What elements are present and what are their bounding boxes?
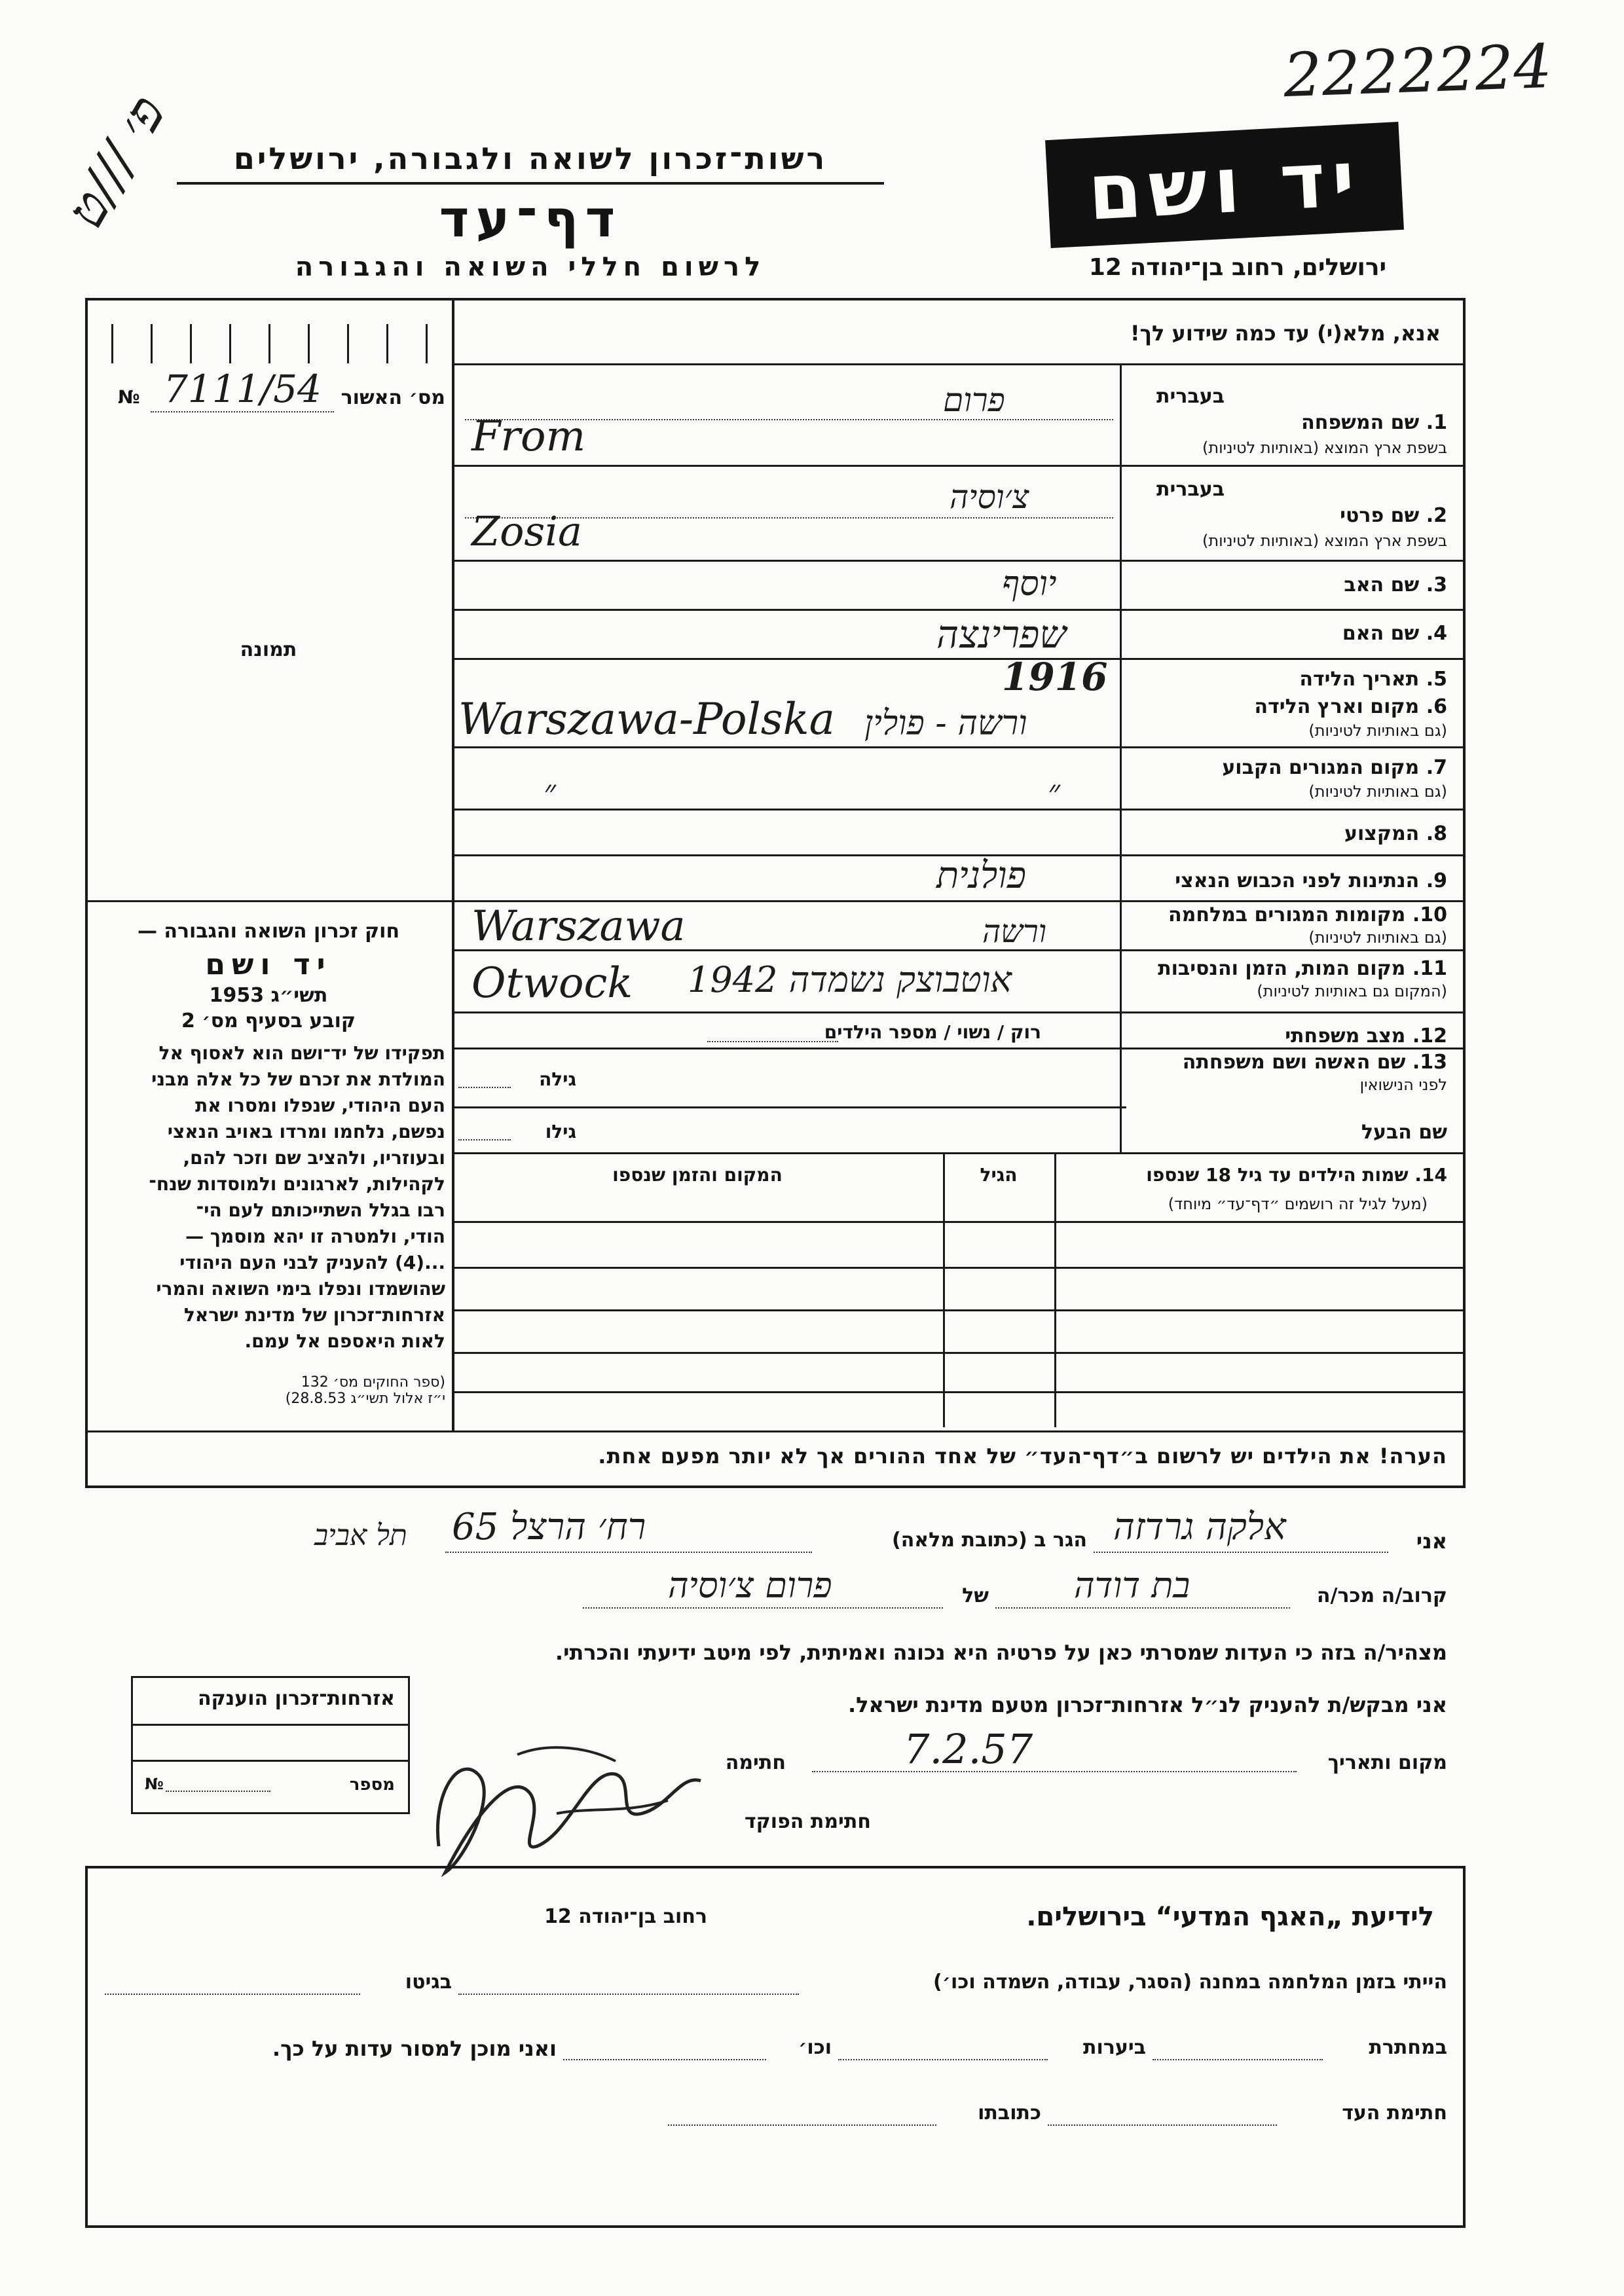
f2-label: 2. שם פרטי (1340, 504, 1447, 527)
f7-sub: (גם באותיות לטיניות) (1308, 782, 1447, 801)
law-line: הודי, ולמטרה זו יהא מוסמך — (185, 1226, 445, 1247)
form-subtitle: לרשום חללי השואה והגבורה (295, 252, 766, 282)
law-line: לאות היאספם אל עמם. (244, 1330, 445, 1352)
f2-latin-value: Zosia (471, 507, 583, 555)
citizenship-no-mark: № (145, 1775, 164, 1793)
footer-underground: במחתרת (1369, 2036, 1447, 2059)
f5-label: 5. תאריך הלידה (1299, 668, 1447, 691)
footer-title: לידיעת „האגף המדעי“ בירושלים. (1026, 1902, 1434, 1932)
footer-address-label: כתובתו (978, 2102, 1041, 2124)
photo-label: תמונה (240, 638, 297, 661)
f13-sub: לפני הנישואין (1359, 1076, 1447, 1094)
f8-label: 8. המקצוע (1344, 822, 1447, 845)
relation-value: בת דודה (1074, 1565, 1190, 1606)
authority-name: רשות־זכרון לשואה ולגבורה, ירושלים (233, 141, 828, 176)
approval-value: 7111/54 (164, 367, 322, 411)
f10-label: 10. מקומות המגורים במלחמה (1168, 903, 1447, 926)
law-line: לקהילות, לארגונים ולמוסדות שנח־ (149, 1173, 445, 1195)
photo-area-bottom (85, 900, 452, 902)
f6-sub: (גם באותיות לטיניות) (1308, 721, 1447, 740)
place-date-label: מקום ותאריך (1327, 1751, 1447, 1774)
f1-hebrew-value: פרום (943, 381, 1005, 419)
f12-label: 12. מצב משפחתי (1285, 1025, 1447, 1048)
law-line: נפשם, נלחמו ומרדו באויב הנאצי (167, 1121, 445, 1142)
yad-vashem-logo: יד ושם (1045, 122, 1404, 248)
note: הערה! את הילדים יש לרשום ב״דף־העד״ של אחד ההורים אך לא יותר מפעם אחת. (598, 1444, 1447, 1468)
footer-forests: ביערות (1083, 2036, 1146, 2059)
children-sub: (מעל לגיל זה רושמים ״דף־עד״ מיוחד) (1168, 1195, 1428, 1213)
f9-label: 9. הנתינות לפני הכבוש הנאצי (1175, 869, 1447, 892)
relation-of-name: פרום צ׳וסיה (668, 1565, 832, 1606)
request-text: אני מבקש/ת להעניק לנ״ל אזרחות־זכרון מטעם מדינת ישראל. (848, 1692, 1447, 1717)
relation-of: של (962, 1584, 989, 1607)
f1-latin-value: From (471, 412, 586, 461)
f10-sub: (גם באותיות לטיניות) (1308, 928, 1447, 947)
law-line: תפקידו של יד־ושם הוא לאסוף אל (158, 1042, 445, 1064)
law-line: ובעוזריו, ולהציב שם וזכר להם, (183, 1147, 445, 1169)
left-column-divider (452, 298, 454, 1430)
signature (419, 1715, 720, 1886)
f2-hebrew-tag: בעברית (1156, 478, 1225, 501)
f10-hebrew-value: ורשה (982, 913, 1046, 950)
date-value: 7.2.57 (904, 1725, 1033, 1773)
declarant-address: רח׳ הרצל 65 (452, 1506, 646, 1548)
citizenship-title: אזרחות־זכרון הוענקה (197, 1687, 395, 1710)
f7-ditto-a: ״ (544, 773, 556, 811)
approval-label: מס׳ האשור (341, 386, 445, 409)
law-box (92, 913, 445, 1424)
intro-text: אנא, מלא(י) עד כמה שידוע לך! (1130, 321, 1441, 346)
footer-etc: וכו׳ (798, 2036, 832, 2059)
f12-options: רוק / נשוי / מספר הילדים (824, 1021, 1041, 1043)
f3-label: 3. שם האב (1344, 574, 1447, 596)
f9-value: פולנית (936, 854, 1026, 897)
f6-hebrew-value: ורשה - פולין (864, 704, 1027, 743)
f6-latin-value: Warszawa-Polska (458, 694, 835, 744)
f11-sub: (המקום גם באותיות לטיניות) (1257, 982, 1447, 1000)
law-year: תשי״ג 1953 (209, 984, 328, 1007)
f6-label: 6. מקום וארץ הלידה (1254, 695, 1447, 718)
children-col-place: המקום והזמן שנספו (612, 1164, 783, 1186)
law-line: ...(4) להעניק לבני העם היהודי (179, 1252, 445, 1273)
margin-note: פ׳ ///ט (54, 85, 178, 238)
law-section: קובע בסעיף מס׳ 2 (181, 1010, 356, 1032)
declarant-resides: הגר ב (כתובת מלאה) (891, 1529, 1087, 1552)
f7-label: 7. מקום המגורים הקבוע (1222, 756, 1447, 779)
children-col-age: הגיל (980, 1164, 1018, 1186)
f2-hebrew-value: צ׳וסיה (950, 478, 1029, 516)
f5-value: 1916 (1002, 655, 1108, 699)
footer-ghetto: בגיטו (405, 1971, 452, 1994)
f1-label: 1. שם המשפחה (1301, 411, 1447, 434)
archive-number: 2222224 (1282, 31, 1553, 111)
footer-ready: ואני מוכן למסור עדות על כך. (272, 2036, 557, 2061)
footer-address: רחוב בן־יהודה 12 (544, 1905, 707, 1928)
declaration-text: מצהיר/ה בזה כי העדות שמסרתי כאן על פרטיה היא נכונה ואמיתית, לפי מיטב ידיעתי והכרתי. (555, 1640, 1447, 1665)
approval-boxes (98, 324, 445, 363)
f11-latin-value: Otwock (471, 959, 633, 1008)
f7-ditto-b: ״ (1048, 773, 1060, 811)
authority-underline (177, 182, 884, 185)
officer-label: חתימת הפוקד (745, 1810, 871, 1833)
f1-sub: בשפת ארץ המוצא (באותיות לטיניות) (1202, 439, 1447, 457)
citizenship-number-label: מספר (349, 1775, 395, 1795)
law-line: אזרחות־זכרון של מדינת ישראל (183, 1304, 445, 1326)
signature-label: חתימה (725, 1751, 786, 1774)
footer-witness-signature: חתימת העד (1342, 2102, 1447, 2124)
f4-value: שפרינצה (936, 612, 1067, 657)
declarant-ani: אני (1416, 1529, 1447, 1554)
law-name: יד ושם (205, 948, 332, 981)
law-line: שהושמדו ונפלו בימי השואה והמרי (156, 1278, 445, 1300)
approval-no-mark: № (118, 386, 140, 408)
husband-label: שם הבעל (1361, 1121, 1447, 1144)
law-line: העם היהודי, שנפלו ומסרו את (195, 1095, 445, 1116)
f4-label: 4. שם האם (1342, 622, 1447, 645)
children-label: 14. שמות הילדים עד גיל 18 שנספו (1146, 1164, 1447, 1186)
law-title: חוק זכרון השואה והגבורה — (137, 920, 400, 943)
husband-age: גילו (545, 1121, 576, 1142)
form-title: דף־עד (439, 190, 622, 249)
declarant-city: תל אביב (314, 1519, 407, 1552)
f10-latin-value: Warszawa (471, 902, 686, 951)
relative-label: קרוב/ה מכר/ה (1316, 1584, 1447, 1607)
law-reference: (ספר החוקים מס׳ 132 (301, 1374, 445, 1391)
law-line: המולדת את זכרם של כל אלה מבני (151, 1068, 445, 1090)
f13-label: 13. שם האשה ושם משפחתה (1182, 1051, 1447, 1074)
f2-sub: בשפת ארץ המוצא (באותיות לטיניות) (1202, 532, 1447, 550)
citizenship-box (131, 1676, 410, 1814)
law-reference-2: י״ז אלול תשי״ג 28.8.53) (285, 1391, 445, 1407)
footer-line1: הייתי בזמן המלחמה במחנה (הסגר, עבודה, השמדה וכו׳) (933, 1971, 1447, 1994)
f11-hebrew-value: 1942 אוטבוצק נשמדה (688, 959, 1012, 1000)
f1-hebrew-tag: בעברית (1156, 385, 1225, 408)
f3-value: יוסף (1002, 564, 1057, 604)
law-line: רבו בגלל השתייכותם לעם הי־ (196, 1199, 445, 1221)
address: ירושלים, רחוב בן־יהודה 12 (1088, 254, 1387, 281)
declarant-name: אלקה גרדזה (1113, 1506, 1286, 1548)
f13-age: גילה (539, 1068, 576, 1090)
f11-label: 11. מקום המות, הזמן והנסיבות (1158, 957, 1447, 980)
